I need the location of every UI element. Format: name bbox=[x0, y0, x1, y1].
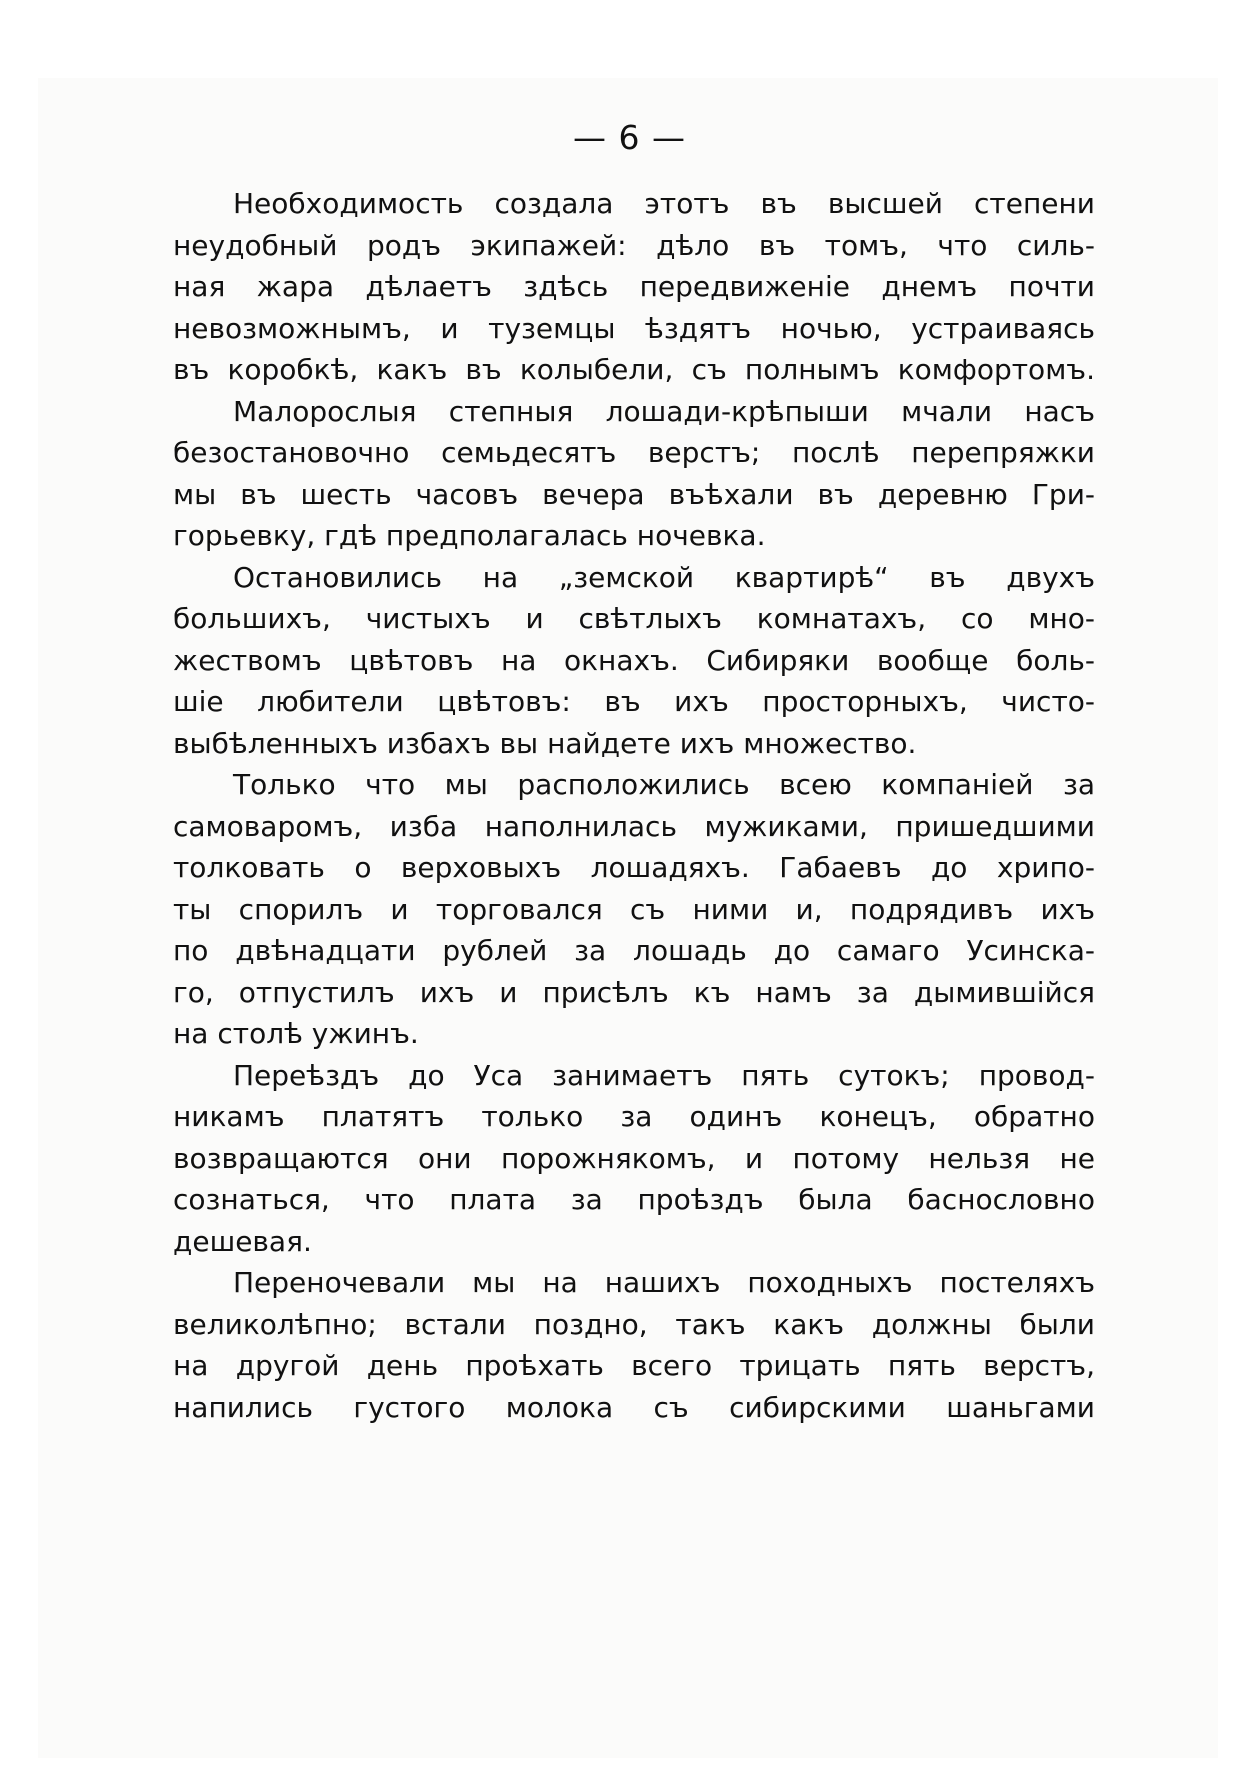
text-line: невозможнымъ, и туземцы ѣздятъ ночью, устраиваясь bbox=[173, 311, 1095, 345]
text-line: возвращаются они порожнякомъ, и потому нельзя не bbox=[173, 1141, 1095, 1175]
text-line: безостановочно семьдесятъ верстъ; послѣ перепряжки bbox=[173, 436, 1095, 469]
text-line: шіе любители цвѣтовъ: въ ихъ просторныхъ, чисто- bbox=[173, 685, 1095, 718]
text-line: неудобный родъ экипажей: дѣло въ томъ, что силь- bbox=[173, 228, 1095, 262]
text-line: Переѣздъ до Уса занимаетъ пять сутокъ; провод- bbox=[233, 1058, 1095, 1092]
text-line: толковать о верховыхъ лошадяхъ. Габаевъ до хрипо- bbox=[173, 851, 1095, 884]
text-line: никамъ платятъ только за одинъ конецъ, обратно bbox=[173, 1100, 1095, 1133]
text-line: го, отпустилъ ихъ и присѣлъ къ намъ за дымившійся bbox=[173, 975, 1095, 1009]
text-line: большихъ, чистыхъ и свѣтлыхъ комнатахъ, со мно- bbox=[173, 602, 1095, 635]
text-line: на другой день проѣхать всего трицать пять верстъ, bbox=[173, 1349, 1095, 1382]
paragraph bbox=[173, 557, 1095, 765]
paragraph bbox=[173, 391, 1095, 557]
text-line: мы въ шесть часовъ вечера въѣхали въ деревню Гри- bbox=[173, 477, 1095, 511]
body-text bbox=[173, 183, 1095, 1428]
text-line: на столѣ ужинъ. bbox=[173, 1017, 419, 1050]
text-line: дешевая. bbox=[173, 1224, 312, 1258]
text-line: въ коробкѣ, какъ въ колыбели, съ полнымъ комфортомъ. bbox=[173, 353, 1095, 386]
text-line: Необходимость создала этотъ въ высшей степени bbox=[233, 187, 1095, 220]
text-line: горьевку, гдѣ предполагалась ночевка. bbox=[173, 519, 766, 552]
paragraph bbox=[173, 183, 1095, 391]
text-line: самоваромъ, изба наполнилась мужиками, пришедшими bbox=[173, 809, 1095, 843]
paragraph bbox=[173, 1262, 1095, 1428]
text-line: напились густого молока съ сибирскими шаньгами bbox=[173, 1390, 1095, 1424]
text-line: сознаться, что плата за проѣздъ была баснословно bbox=[173, 1183, 1095, 1216]
text-line: по двѣнадцати рублей за лошадь до самаго Усинска- bbox=[173, 934, 1095, 967]
text-line: великолѣпно; встали поздно, такъ какъ должны были bbox=[173, 1307, 1095, 1341]
text-line: Малорослыя степныя лошади-крѣпыши мчали насъ bbox=[233, 394, 1095, 428]
text-line: жествомъ цвѣтовъ на окнахъ. Сибиряки вообще боль- bbox=[173, 643, 1095, 677]
text-line: ная жара дѣлаетъ здѣсь передвиженіе днемъ почти bbox=[173, 270, 1095, 303]
paragraph bbox=[173, 1055, 1095, 1263]
page-number: — 6 — bbox=[573, 118, 686, 157]
text-line: Переночевали мы на нашихъ походныхъ постеляхъ bbox=[233, 1266, 1095, 1299]
text-line: ты спорилъ и торговался съ ними и, подрядивъ ихъ bbox=[173, 892, 1095, 926]
text-line: Только что мы расположились всею компаніей за bbox=[233, 768, 1095, 801]
paragraph bbox=[173, 764, 1095, 1055]
text-line: Остановились на „земской квартирѣ“ въ двухъ bbox=[233, 560, 1095, 594]
text-line: выбѣленныхъ избахъ вы найдете ихъ множество. bbox=[173, 726, 917, 760]
